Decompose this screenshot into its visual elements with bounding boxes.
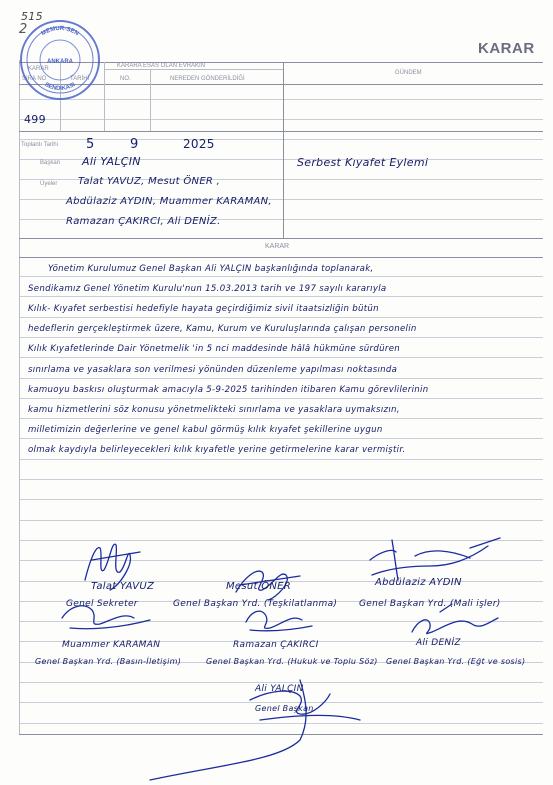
chair-name: Ali YALÇIN (82, 155, 141, 168)
members-line-3: Ramazan ÇAKIRCI, Ali DENİZ. (66, 216, 221, 227)
date-year: 2025 (183, 137, 215, 151)
sig2-title: Genel Başkan Yrd. (Teşkilatlanma) (173, 599, 338, 609)
decision-line: Kılık Kıyafetlerinde Dair Yönetmelik 'in 5 nci maddesinde hâlâ hükmüne sürdüren (28, 344, 401, 354)
signature-muammer-karaman (62, 606, 150, 629)
signature-ramazan-cakirci (246, 611, 312, 631)
signature-abdulaziz-aydin (370, 538, 500, 580)
header-nereden-label: NEREDEN GÖNDERİLDİĞİ (170, 76, 245, 82)
stamp-text-top: MEMUR-SEN (40, 25, 80, 38)
karar-no: 499 (24, 113, 46, 126)
header-sira-no-label: SIRA NO (22, 76, 47, 82)
date-day: 5 (86, 137, 95, 152)
decision-line: Sendikamız Genel Yönetim Kurulu'nun 15.03.2013 tarih ve 197 sayılı kararıyla (28, 284, 387, 294)
decision-line: milletimizin değerlerine ve genel kabul görmüş kılık kıyafet şekillerine uygun (28, 425, 383, 435)
sig1-title: Genel Sekreter (66, 599, 138, 609)
header-esas-olan-label: KARARA ESAS OLAN EVRAKIN (117, 63, 206, 69)
sig6-title: Genel Başkan Yrd. (Eğt ve sosis) (386, 657, 526, 666)
signature-ali-yalcin (150, 680, 360, 780)
members-line-2: Abdülaziz AYDIN, Muammer KARAMAN, (66, 196, 272, 207)
members-label: Üyeler (40, 181, 58, 187)
decision-line: Kılık- Kıyafet serbestisi hedefiyle hayata geçirdiğimiz sivil itaatsizliğin bütün (28, 304, 379, 314)
page-number: 515 (21, 10, 43, 23)
decision-line: olmak kaydıyla belirleyecekleri kılık kıyafetle yerine getirmelerine karar vermiştir. (28, 445, 406, 455)
sig5-name: Ramazan ÇAKIRCI (233, 640, 319, 650)
chair-label: Başkan (40, 160, 61, 166)
decision-line: kamuoyu baskısı oluşturmak amacıyla 5-9-2025 tarihinden itibaren Kamu görevlilerinin (28, 385, 429, 395)
decision-line: sınırlama ve yasaklara son verilmesi yönünden düzenleme yapılması noktasında (28, 365, 398, 375)
sig5-title: Genel Başkan Yrd. (Hukuk ve Toplu Söz) (206, 657, 378, 666)
date-month: 9 (130, 137, 139, 152)
sig3-title: Genel Başkan Yrd. (Mali işler) (359, 599, 501, 609)
sig2-name: Mesut ÖNER (226, 581, 292, 592)
header-tarih-label: TARİHİ (70, 76, 90, 82)
date-label: Toplantı Tarihi (21, 142, 58, 148)
decision-line: kamu hizmetlerini söz konusu yönetmelikteki sınırlama ve yasaklara uymaksızın, (28, 405, 400, 415)
page-number-overwrite: 2 (19, 22, 28, 37)
header-gundem-label: GÜNDEM (395, 70, 422, 76)
header-karar-label: KARAR (28, 66, 49, 72)
organization-stamp (18, 18, 102, 102)
sig4-name: Muammer KARAMAN (62, 640, 161, 650)
decision-line: hedeflerin gerçekleştirmek üzere, Kamu, Kurum ve Kuruluşlarında çalışan personelin (28, 324, 417, 334)
svg-text:MEMUR-SEN (41, 26, 80, 37)
header-title: KARAR (478, 40, 535, 57)
president-name: Ali YALÇIN (255, 684, 304, 694)
sig4-title: Genel Başkan Yrd. (Basın-İletişim) (35, 657, 182, 666)
sig3-name: Abdülaziz AYDIN (375, 577, 462, 588)
president-title: Genel Başkan (255, 704, 314, 713)
sig1-name: Talat YAVUZ (91, 581, 155, 592)
stamp-text-bottom: SENDİKASI (43, 81, 77, 93)
sig6-name: Ali DENİZ (416, 638, 461, 648)
agenda-text: Serbest Kıyafet Eylemi (297, 156, 429, 169)
members-line-1: Talat YAVUZ, Mesut ÖNER , (78, 176, 221, 187)
decision-label: KARAR (265, 243, 290, 250)
decision-line: Yönetim Kurulumuz Genel Başkan Ali YALÇIN başkanlığında toplanarak, (48, 264, 374, 274)
header-no-label: NO. (120, 76, 131, 82)
stamp-text-mid: ANKARA (47, 59, 73, 65)
